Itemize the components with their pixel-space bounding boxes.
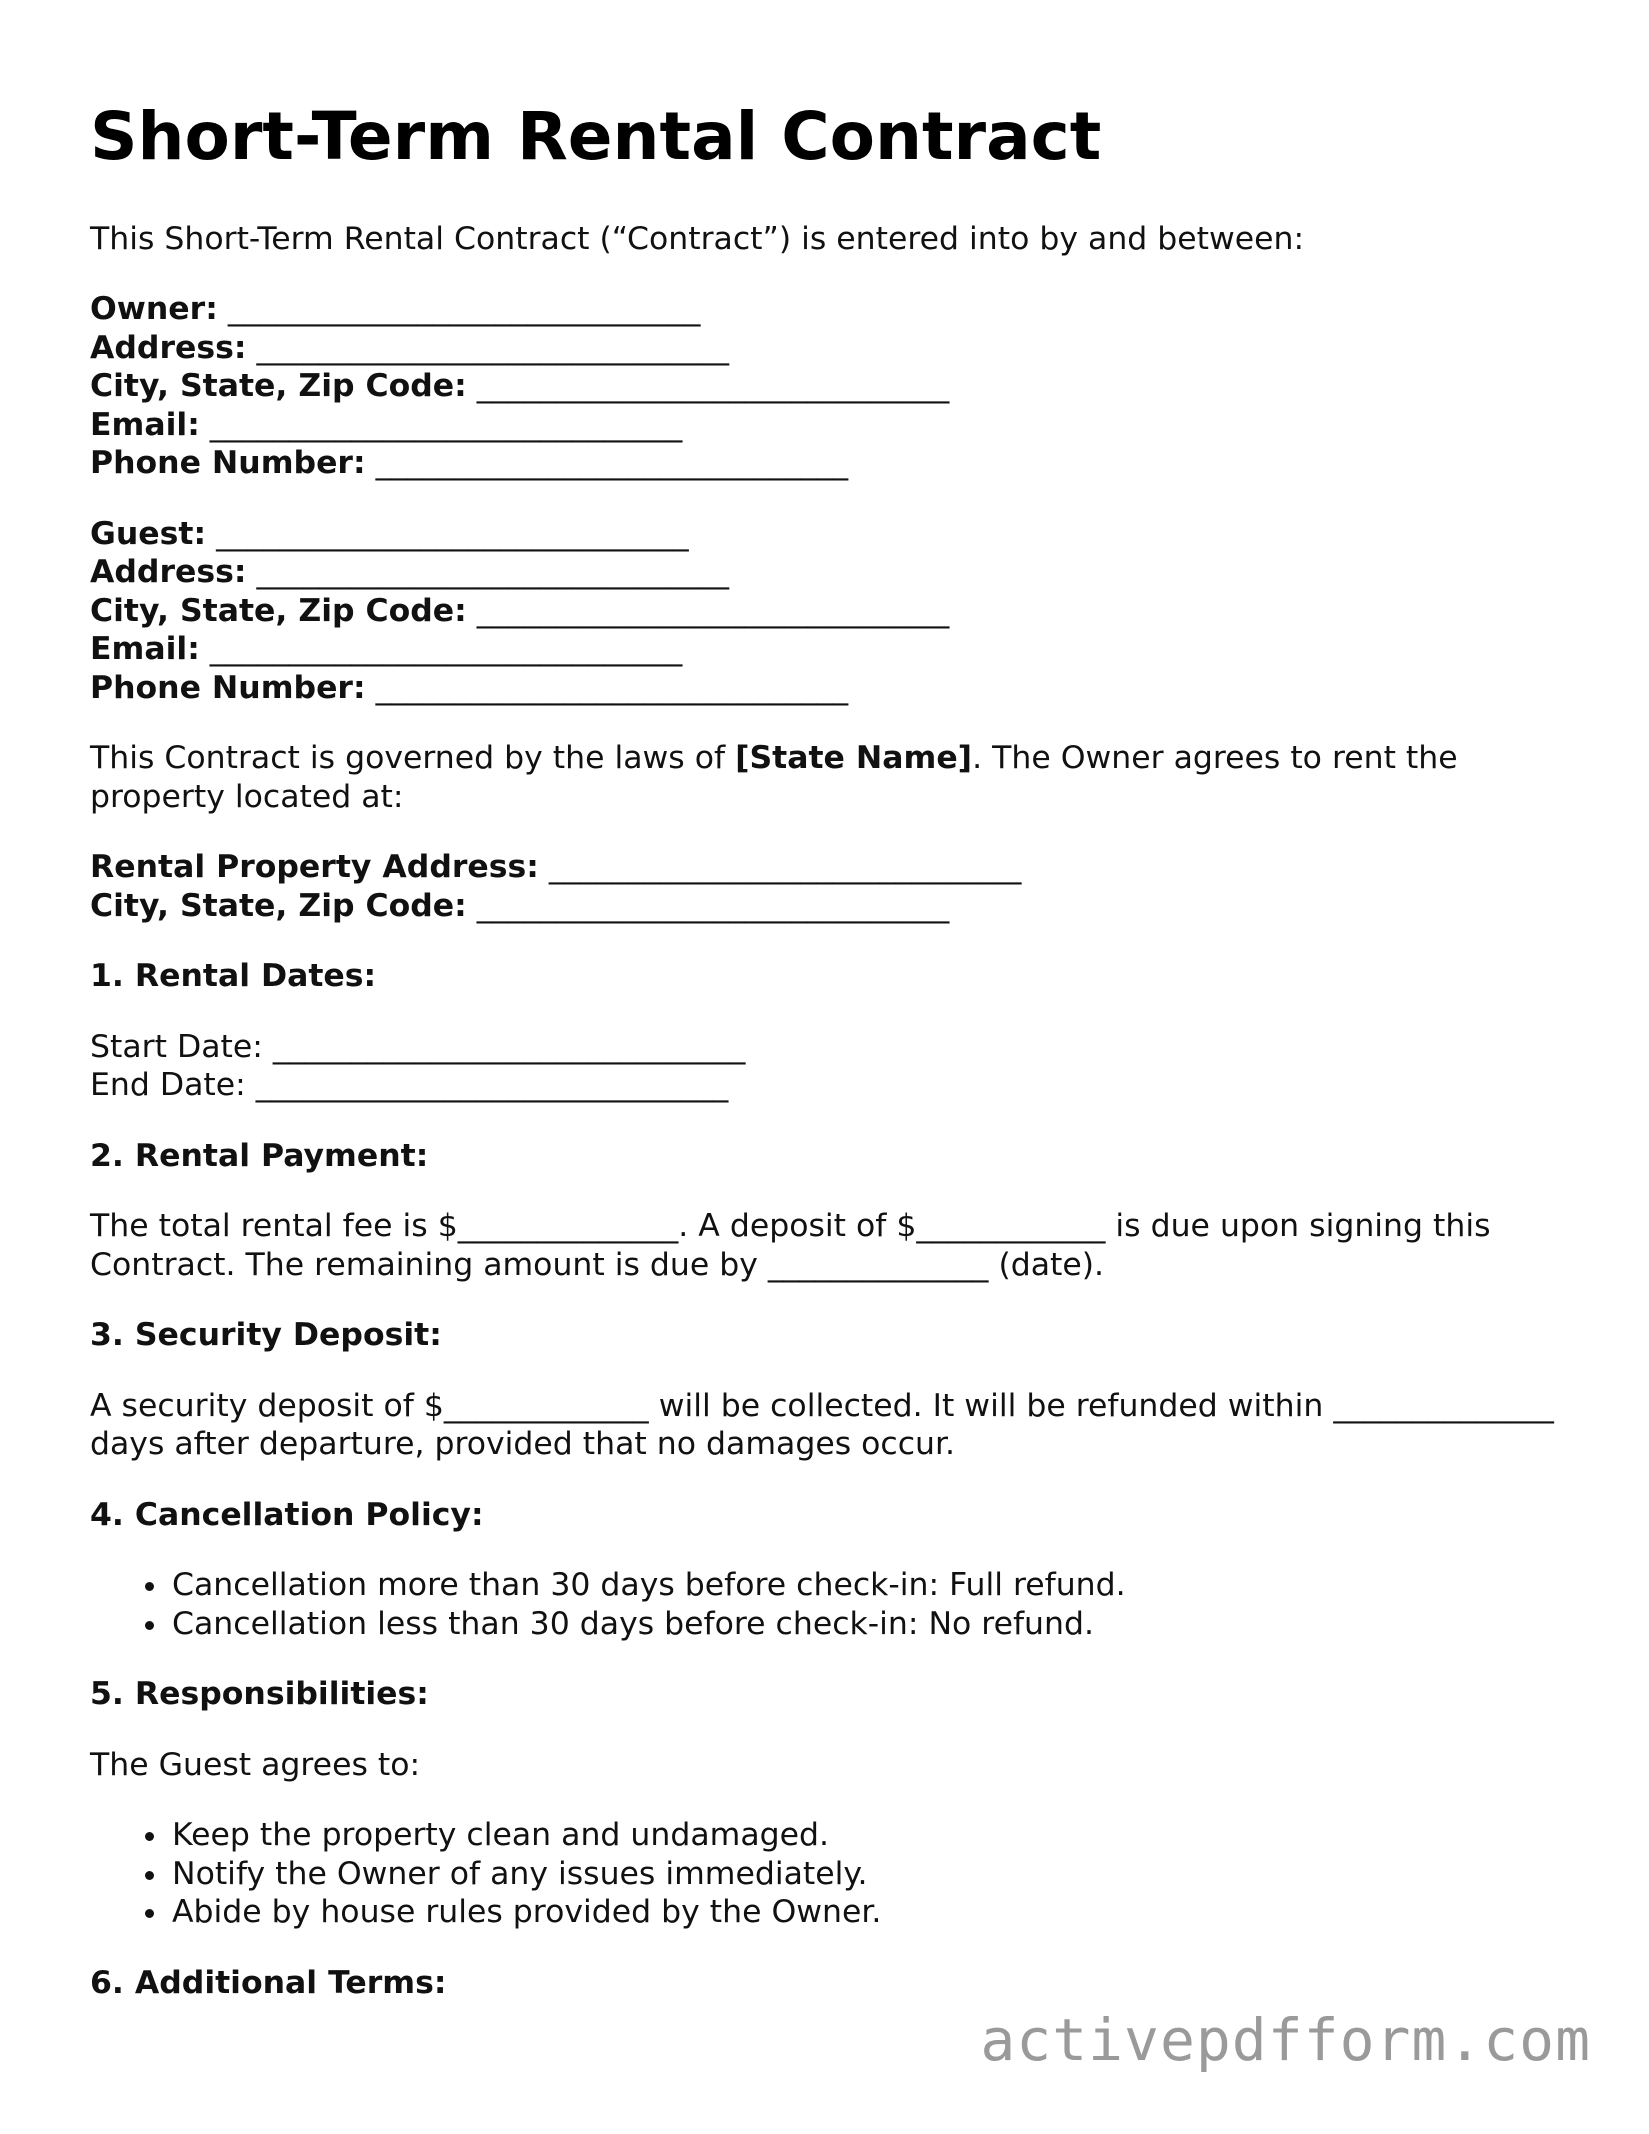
document-title: Short-Term Rental Contract: [90, 98, 1102, 175]
guest-name-row: [90, 515, 1570, 554]
field-label: Address:: [90, 554, 247, 591]
section-heading-security-deposit: 3. Security Deposit:: [90, 1317, 442, 1354]
blank-line: ______________________________: [206, 515, 689, 552]
document-page: [90, 100, 1570, 2034]
section-heading-additional-terms: 6. Additional Terms:: [90, 1964, 447, 2001]
guest-email-row: [90, 630, 1570, 669]
governing-law-paragraph: [90, 739, 1570, 816]
list-item: • Notify the Owner of any issues immediately.: [170, 1855, 1570, 1894]
field-label: City, State, Zip Code:: [90, 368, 467, 405]
responsibilities-list: [90, 1816, 1570, 1932]
security-deposit-paragraph: A security deposit of $_____________ will be collected. It will be refunded within ______________ days after departure, provided that no damages occur.: [90, 1387, 1554, 1463]
list-item: • Keep the property clean and undamaged.: [170, 1816, 1570, 1855]
field-label: Rental Property Address:: [90, 849, 539, 886]
blank-line: ______________________________: [365, 669, 849, 706]
governing-text-before: This Contract is governed by the laws of: [90, 740, 736, 777]
field-label: Email:: [90, 631, 200, 668]
guest-block: [90, 515, 1570, 708]
blank-line: ______________________________: [538, 849, 1022, 886]
field-label: Address:: [90, 329, 247, 366]
section-heading-rental-payment: 2. Rental Payment:: [90, 1137, 429, 1174]
blank-line: ______________________________: [199, 631, 683, 668]
guest-address-row: [90, 553, 1570, 592]
owner-name-row: [90, 290, 1570, 329]
field-label: City, State, Zip Code:: [90, 592, 467, 629]
owner-address-row: [90, 329, 1570, 368]
field-label: Guest:: [90, 515, 207, 552]
blank-line: ______________________________: [466, 368, 950, 405]
list-item: • Cancellation more than 30 days before check-in: Full refund.: [170, 1566, 1570, 1605]
section-heading-responsibilities: 5. Responsibilities:: [90, 1676, 429, 1713]
list-item: • Abide by house rules provided by the Owner.: [170, 1893, 1570, 1932]
watermark: activepdfform.com: [980, 2006, 1591, 2074]
field-label: City, State, Zip Code:: [90, 887, 467, 924]
guest-phone-row: [90, 669, 1570, 708]
intro-paragraph: This Short-Term Rental Contract (“Contract”) is entered into by and between:: [90, 220, 1305, 257]
rental-dates-block: [90, 1028, 1570, 1105]
blank-line: ______________________________: [199, 406, 683, 443]
start-date-row: Start Date: ______________________________: [90, 1028, 746, 1065]
blank-line: ______________________________: [246, 329, 729, 366]
state-name-placeholder: [State Name]: [735, 740, 973, 777]
owner-city-row: [90, 367, 1570, 406]
blank-line: ______________________________: [217, 291, 701, 328]
blank-line: ______________________________: [365, 445, 849, 482]
field-label: Owner:: [90, 291, 218, 328]
section-heading-cancellation-policy: 4. Cancellation Policy:: [90, 1496, 484, 1533]
list-item: • Cancellation less than 30 days before check-in: No refund.: [170, 1605, 1570, 1644]
cancellation-list: [90, 1566, 1570, 1643]
property-city-row: [90, 887, 1570, 926]
field-label: Phone Number:: [90, 445, 366, 482]
guest-city-row: [90, 592, 1570, 631]
governing-text-after: . The Owner agrees to rent the property located at:: [90, 740, 1458, 815]
responsibilities-intro: The Guest agrees to:: [90, 1746, 421, 1783]
field-label: Email:: [90, 406, 200, 443]
property-address-row: [90, 848, 1570, 887]
blank-line: ______________________________: [466, 887, 950, 924]
property-block: [90, 848, 1570, 925]
blank-line: ______________________________: [246, 554, 729, 591]
blank-line: ______________________________: [466, 592, 950, 629]
owner-phone-row: [90, 444, 1570, 483]
end-date-row: End Date: ______________________________: [90, 1067, 729, 1104]
field-label: Phone Number:: [90, 669, 366, 706]
rental-payment-paragraph: The total rental fee is $______________. A deposit of $____________ is due upon signing this Contract. The remaining amount is due by ______________ (date).: [90, 1208, 1491, 1283]
section-heading-rental-dates: 1. Rental Dates:: [90, 958, 377, 995]
owner-block: [90, 290, 1570, 483]
owner-email-row: [90, 406, 1570, 445]
